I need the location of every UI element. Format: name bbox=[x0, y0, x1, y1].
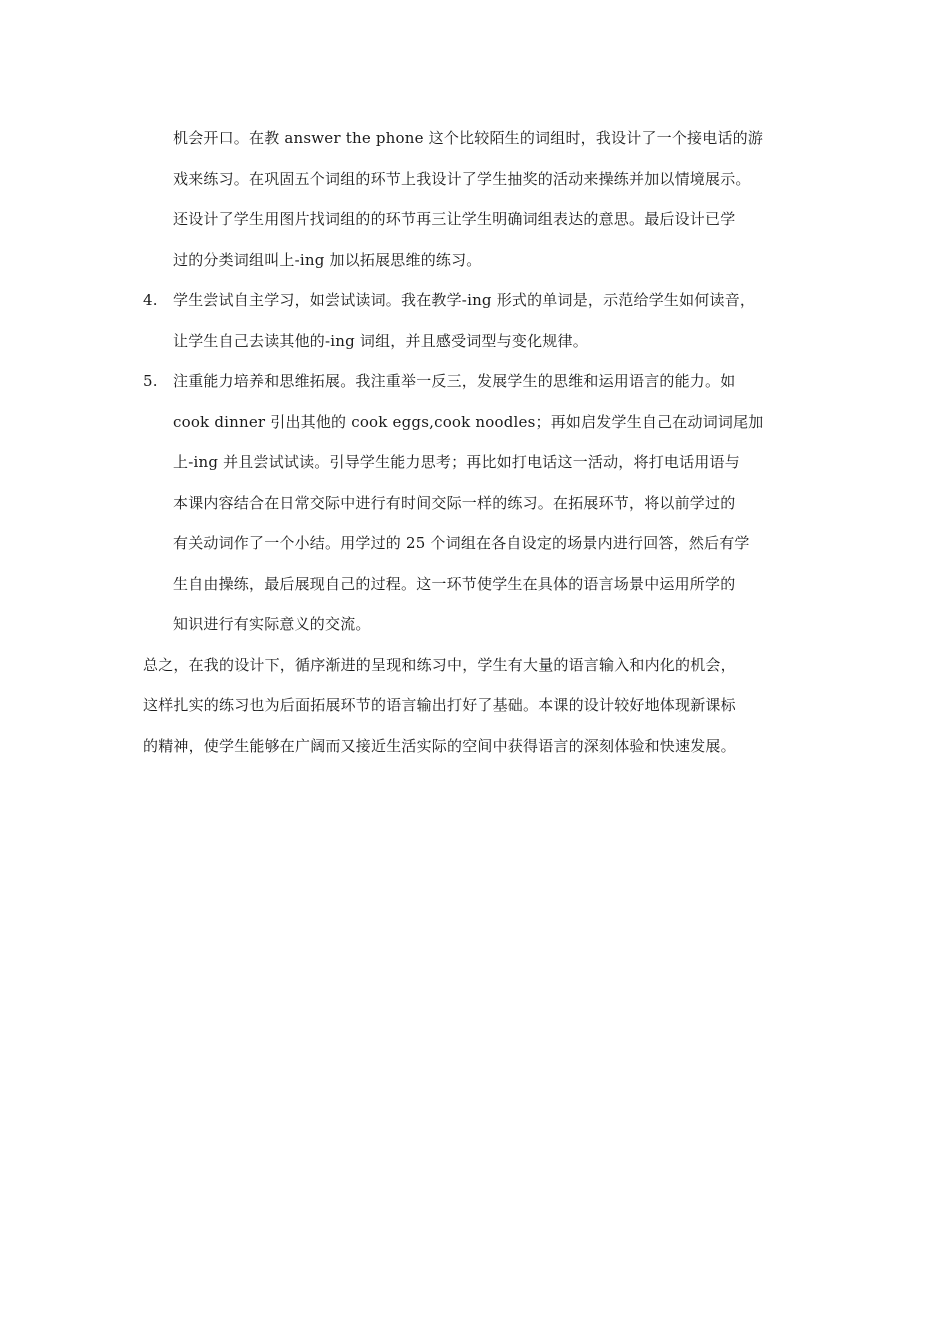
text-line: 知识进行有实际意义的交流。 bbox=[173, 615, 371, 633]
summary-paragraph bbox=[143, 645, 815, 767]
text-line: cook dinner 引出其他的 cook eggs,cook noodles；再如启发学生自己在动词词尾加 bbox=[173, 412, 764, 431]
list-number: 4. bbox=[143, 291, 158, 309]
text-line: 还设计了学生用图片找词组的的环节再三让学生明确词组表达的意思。最后设计已学 bbox=[173, 210, 736, 228]
document-body bbox=[143, 118, 815, 766]
list-number: 5. bbox=[143, 372, 158, 390]
text-line: 生自由操练，最后展现自己的过程。这一环节使学生在具体的语言场景中运用所学的 bbox=[173, 574, 736, 593]
text-line: 总之，在我的设计下，循序渐进的呈现和练习中，学生有大量的语言输入和内化的机会， bbox=[143, 655, 736, 674]
list-item-4 bbox=[143, 280, 815, 361]
text-line: 学生尝试自主学习，如尝试读词。我在教学-ing 形式的单词是，示范给学生如何读音， bbox=[173, 291, 756, 309]
text-line: 过的分类词组叫上-ing 加以拓展思维的练习。 bbox=[173, 250, 482, 269]
text-line: 上-ing 并且尝试试读。引导学生能力思考；再比如打电话这一活动，将打电话用语与 bbox=[173, 453, 740, 471]
text-line: 这样扎实的练习也为后面拓展环节的语言输出打好了基础。本课的设计较好地体现新课标 bbox=[143, 696, 736, 714]
text-line: 戏来练习。在巩固五个词组的环节上我设计了学生抽奖的活动来操练并加以情境展示。 bbox=[173, 169, 751, 188]
text-line: 的精神，使学生能够在广阔而又接近生活实际的空间中获得语言的深刻体验和快速发展。 bbox=[143, 736, 736, 755]
text-line: 注重能力培养和思维拓展。我注重举一反三，发展学生的思维和运用语言的能力。如 bbox=[173, 372, 736, 390]
list-item-5 bbox=[143, 361, 815, 645]
text-line: 有关动词作了一个小结。用学过的 25 个词组在各自设定的场景内进行回答，然后有学 bbox=[173, 534, 750, 552]
text-line: 让学生自己去读其他的-ing 词组，并且感受词型与变化规律。 bbox=[173, 331, 588, 350]
text-line: 本课内容结合在日常交际中进行有时间交际一样的练习。在拓展环节，将以前学过的 bbox=[173, 493, 736, 512]
continuation-paragraph bbox=[143, 118, 815, 280]
text-line: 机会开口。在教 answer the phone 这个比较陌生的词组时，我设计了一个接电话的游 bbox=[173, 129, 764, 147]
